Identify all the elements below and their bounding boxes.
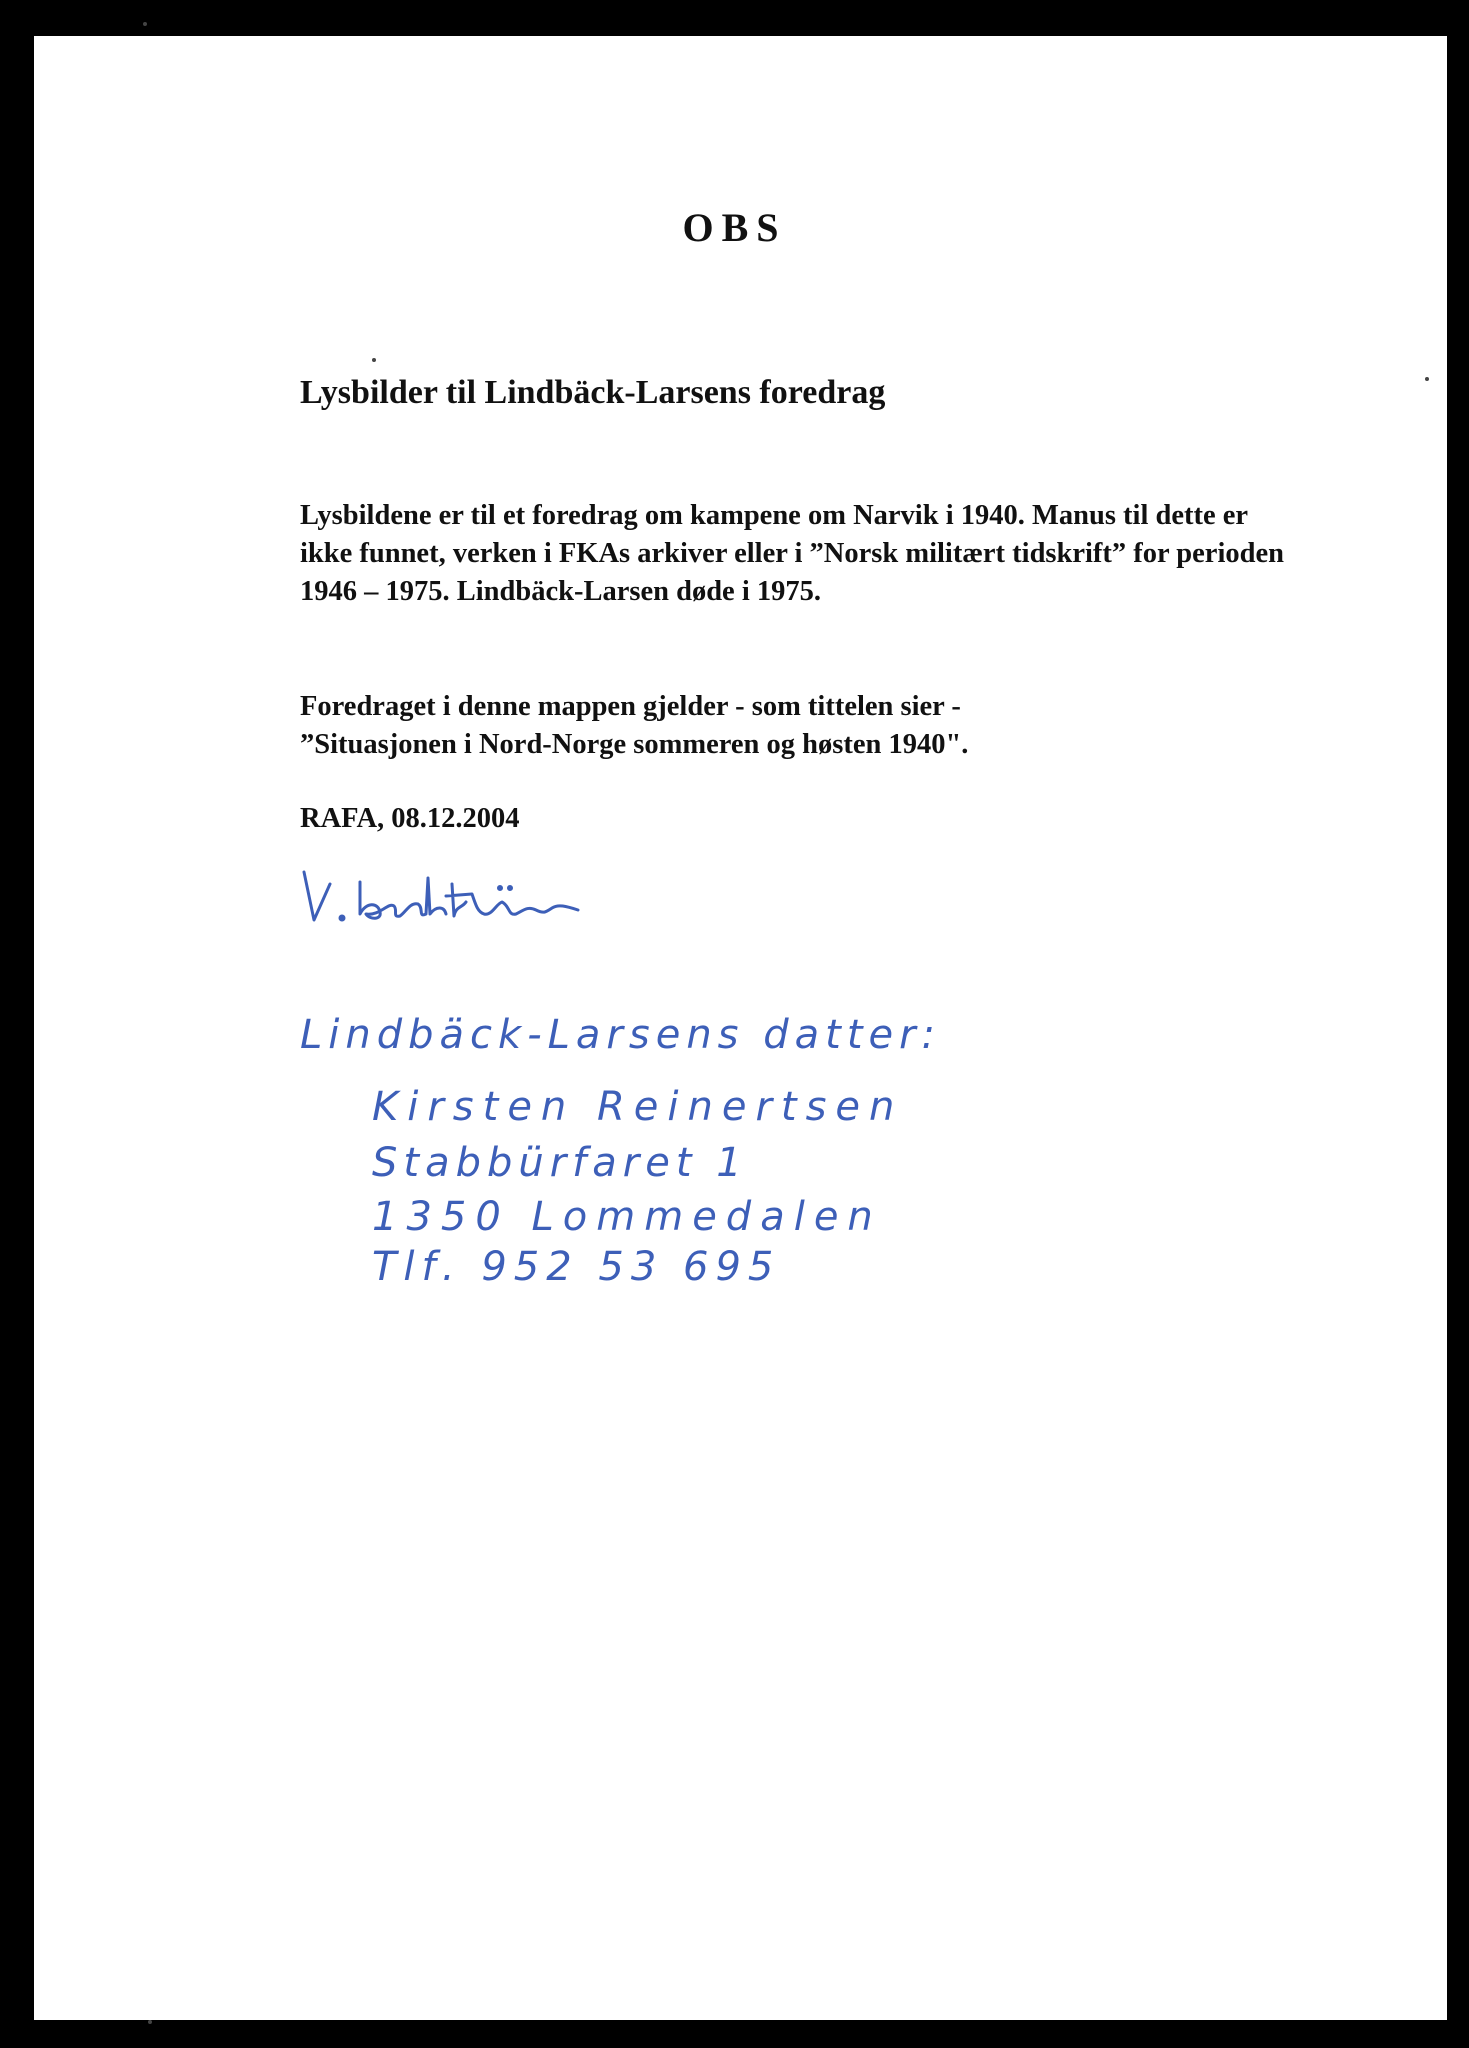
paragraph-2-line-1: Foredraget i denne mappen gjelder - som tittelen sier -	[300, 691, 961, 722]
scan-speck	[148, 2020, 152, 2024]
scan-speck	[372, 358, 376, 362]
page-heading: OBS	[682, 205, 787, 250]
handwritten-line-3: Stabbürfaret 1	[372, 1140, 748, 1186]
document-subtitle: Lysbilder til Lindbäck-Larsens foredrag	[300, 374, 886, 411]
handwritten-line-2: Kirsten Reinertsen	[372, 1084, 904, 1130]
paragraph-1: Lysbildene er til et foredrag om kampene om Narvik i 1940. Manus til dette er ikke funnet, verken i FKAs arkiver eller i ”Norsk militært tidskrift” for perioden 1946 – 1975. Lindbäck-Larsen døde i 1975.	[300, 500, 1284, 607]
handwritten-line-5: Tlf. 952 53 695	[372, 1244, 781, 1290]
paragraph-2-line-2: ”Situasjonen i Nord-Norge sommeren og høsten 1940".	[300, 729, 969, 760]
dateline: RAFA, 08.12.2004	[300, 803, 520, 834]
scan-speck	[143, 22, 147, 26]
scan-speck	[1425, 377, 1429, 381]
handwritten-signature	[296, 862, 656, 932]
paragraph-2	[300, 688, 1290, 764]
handwritten-line-1: Lindbäck-Larsens datter:	[300, 1012, 942, 1058]
handwritten-line-4: 1350 Lommedalen	[372, 1194, 882, 1240]
